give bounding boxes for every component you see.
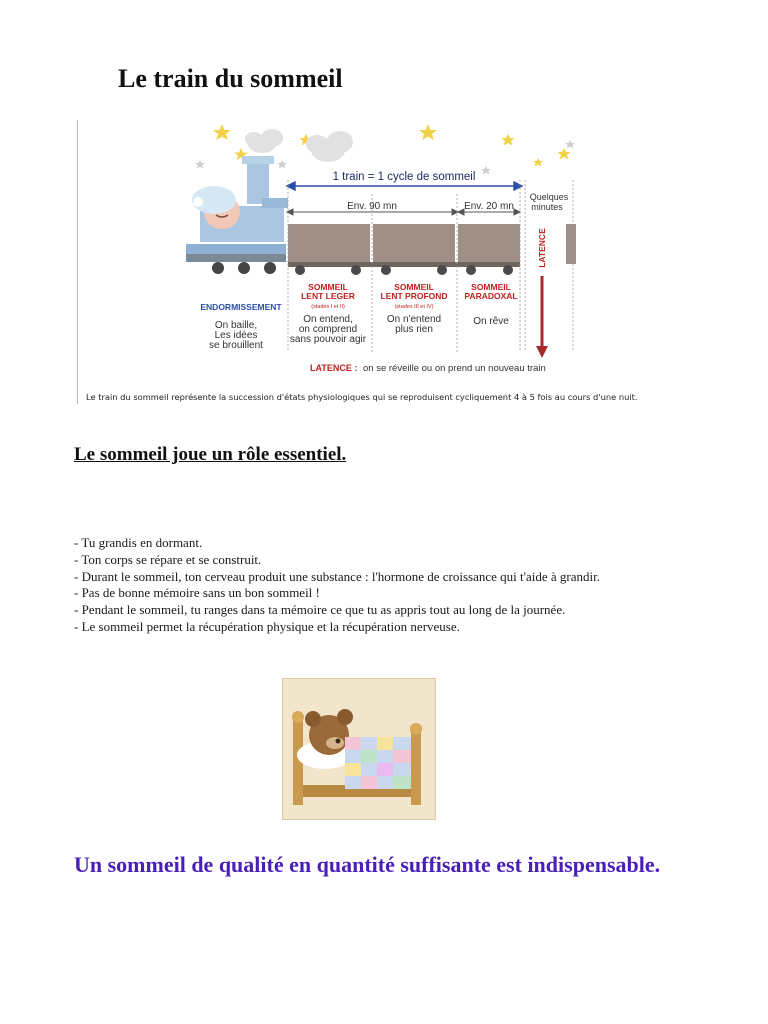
phase-2-stages: (stades III et IV) — [394, 304, 434, 310]
figure-caption: Le train du sommeil représente la succession d'états physiologiques qui se reproduisent cycliquement 4 à 5 fois au cours d'une nuit. — [86, 392, 638, 402]
list-item: - Ton corps se répare et se construit. — [74, 551, 262, 567]
sleep-train-figure — [76, 120, 696, 408]
list-item: - Pendant le sommeil, tu ranges dans ta mémoire ce que tu as appris tout au long de la journée. — [74, 602, 566, 618]
quelques-minutes-line2: minutes — [531, 202, 563, 212]
quelques-minutes-line1: Quelques — [529, 192, 569, 202]
conclusion-statement: Un sommeil de qualité en quantité suffisante est indispensable. — [74, 852, 661, 877]
list-item: - Pas de bonne mémoire sans un bon sommeil ! — [74, 585, 320, 601]
phase-1-desc-2: on comprend — [298, 324, 358, 335]
facts-list — [74, 535, 664, 636]
list-item: - Tu grandis en dormant. — [74, 535, 203, 550]
cycle-label: 1 train = 1 cycle de sommeil — [332, 171, 476, 183]
section-heading: Le sommeil joue un rôle essentiel. — [74, 444, 347, 465]
list-item: - Le sommeil permet la récupération physique et la récupération nerveuse. — [74, 618, 460, 634]
phase-1-desc-3: sans pouvoir agir — [289, 334, 367, 345]
sleeping-teddy-bear-image — [282, 678, 436, 820]
phase-0-desc-2: Les idées — [214, 330, 258, 341]
phase-3-name-1: SOMMEIL — [471, 282, 511, 292]
latence-vertical-label: LATENCE — [537, 228, 547, 268]
latence-arrow — [536, 276, 548, 358]
locomotive-illustration — [186, 156, 288, 274]
phase-1-stages: (stades I et II) — [311, 304, 345, 310]
phase-1-name-2: LENT LEGER — [301, 291, 355, 301]
page-title: Le train du sommeil — [118, 64, 343, 93]
phase-1-desc-1: On entend, — [303, 314, 353, 325]
teddy-illustration — [283, 679, 435, 819]
phase-2-desc-2: plus rien — [395, 324, 433, 335]
phase-1-name-1: SOMMEIL — [308, 282, 348, 292]
cycle-arrow — [287, 182, 522, 190]
phase-3-name-2: PARADOXAL — [464, 291, 518, 301]
phase-0-name: ENDORMISSEMENT — [200, 302, 282, 312]
duration-20-label: Env. 20 mn — [464, 201, 514, 212]
sleep-train-diagram — [76, 120, 696, 408]
duration-90-label: Env. 90 mn — [347, 201, 397, 212]
phase-2-name-1: SOMMEIL — [394, 282, 434, 292]
phase-3-desc-1: On rêve — [473, 316, 509, 327]
phase-2-desc-1: On n'entend — [386, 314, 442, 325]
list-item: - Durant le sommeil, ton cerveau produit une substance : l'hormone de croissance qui t'aide à grandir. — [74, 568, 600, 584]
phase-0-desc-1: On baille, — [214, 320, 258, 331]
phase-0-desc-3: se brouillent — [209, 340, 263, 351]
latence-footer-text: on se réveille ou on prend un nouveau train — [363, 363, 546, 374]
latence-footer-label: LATENCE : — [310, 363, 358, 373]
phase-2-name-2: LENT PROFOND — [380, 291, 448, 301]
quilt-pattern — [345, 737, 411, 789]
